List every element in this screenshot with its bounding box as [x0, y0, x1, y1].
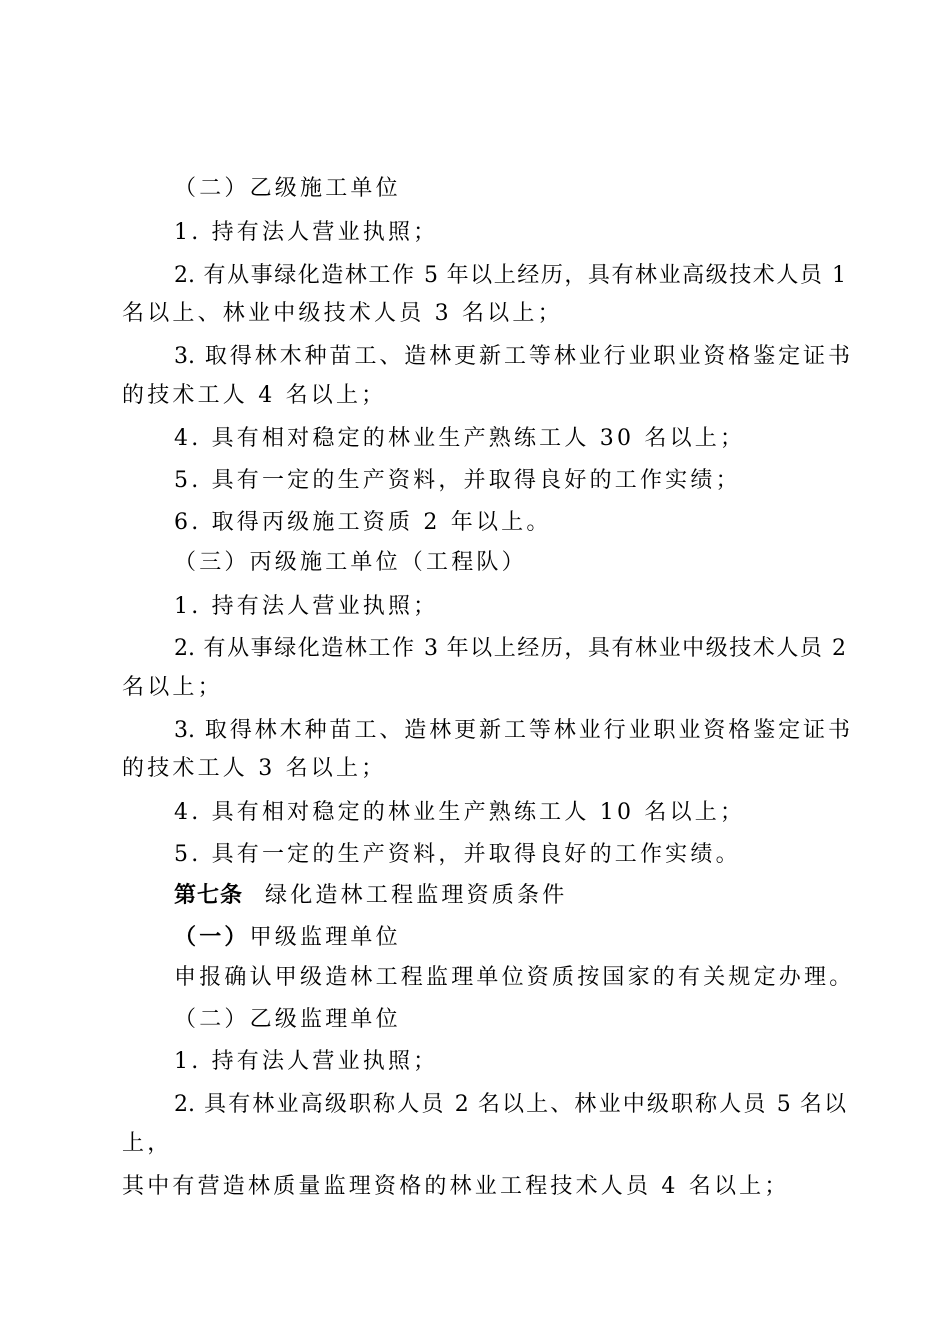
section-heading	[0, 923, 950, 953]
list-item: 2. 有从事绿化造林工作 5 年以上经历，具有林业高级技术人员 1	[174, 263, 846, 288]
list-item-continuation: 的技术工人 4 名以上；	[122, 383, 387, 408]
list-item: 1. 持有法人营业执照；	[174, 220, 439, 245]
list-item-continuation: 的技术工人 3 名以上；	[122, 756, 387, 781]
section-title: 甲级监理单位	[249, 925, 401, 950]
article-heading	[0, 881, 950, 911]
article-title: 绿化造林工程监理资质条件	[265, 883, 568, 908]
list-item-continuation: 名以上；	[122, 675, 223, 700]
list-item: 4. 具有相对稳定的林业生产熟练工人 30 名以上；	[174, 426, 746, 451]
list-item-continuation: 上，	[122, 1131, 173, 1156]
list-item: 5. 具有一定的生产资料，并取得良好的工作实绩；	[174, 468, 741, 493]
list-item-continuation: 其中有营造林质量监理资格的林业工程技术人员 4 名以上；	[122, 1174, 790, 1199]
section-heading: （二）乙级监理单位	[174, 1007, 401, 1032]
section-heading: （三）丙级施工单位（工程队）	[174, 550, 527, 575]
article-label: 第七条	[174, 883, 244, 908]
list-item-continuation: 名以上、林业中级技术人员 3 名以上；	[122, 301, 563, 326]
list-item: 3. 取得林木种苗工、造林更新工等林业行业职业资格鉴定证书	[174, 344, 850, 369]
section-heading: （二）乙级施工单位	[174, 176, 401, 201]
list-item: 1. 持有法人营业执照；	[174, 1049, 439, 1074]
list-item: 2. 有从事绿化造林工作 3 年以上经历，具有林业中级技术人员 2	[174, 636, 846, 661]
paragraph: 申报确认甲级造林工程监理单位资质按国家的有关规定办理。	[174, 965, 855, 990]
list-item: 6. 取得丙级施工资质 2 年以上。	[174, 510, 552, 535]
section-number: （一）	[174, 925, 250, 950]
list-item: 5. 具有一定的生产资料，并取得良好的工作实绩。	[174, 842, 741, 867]
list-item: 3. 取得林木种苗工、造林更新工等林业行业职业资格鉴定证书	[174, 718, 850, 743]
list-item: 4. 具有相对稳定的林业生产熟练工人 10 名以上；	[174, 800, 746, 825]
list-item: 2. 具有林业高级职称人员 2 名以上、林业中级职称人员 5 名以	[174, 1092, 846, 1117]
list-item: 1. 持有法人营业执照；	[174, 594, 439, 619]
